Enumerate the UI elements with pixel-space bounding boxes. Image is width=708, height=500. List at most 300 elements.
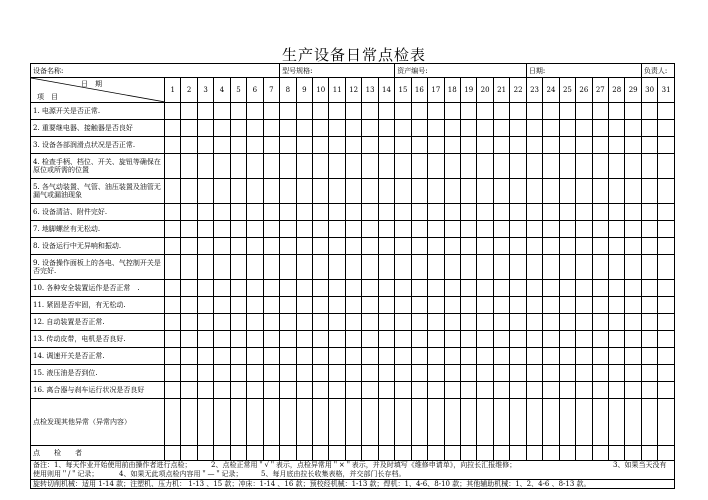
owner-field[interactable]: 负责人: bbox=[641, 64, 674, 78]
check-cell-day-13[interactable] bbox=[362, 179, 378, 204]
check-cell-day-20[interactable] bbox=[477, 399, 493, 446]
check-cell-day-15[interactable] bbox=[395, 446, 411, 461]
check-cell-day-2[interactable] bbox=[181, 103, 197, 120]
check-cell-day-5[interactable] bbox=[230, 154, 246, 179]
check-cell-day-31[interactable] bbox=[658, 365, 674, 382]
check-cell-day-20[interactable] bbox=[477, 446, 493, 461]
check-cell-day-25[interactable] bbox=[559, 297, 575, 314]
check-cell-day-3[interactable] bbox=[197, 365, 213, 382]
check-cell-day-12[interactable] bbox=[345, 399, 361, 446]
check-cell-day-7[interactable] bbox=[263, 399, 280, 446]
check-cell-day-13[interactable] bbox=[362, 238, 378, 255]
check-cell-day-11[interactable] bbox=[329, 399, 345, 446]
check-cell-day-31[interactable] bbox=[658, 238, 674, 255]
check-cell-day-8[interactable] bbox=[280, 255, 296, 280]
check-cell-day-29[interactable] bbox=[625, 297, 641, 314]
check-cell-day-8[interactable] bbox=[280, 314, 296, 331]
check-cell-day-26[interactable] bbox=[576, 399, 592, 446]
check-cell-day-23[interactable] bbox=[526, 382, 542, 399]
check-cell-day-7[interactable] bbox=[263, 382, 280, 399]
check-cell-day-18[interactable] bbox=[444, 382, 460, 399]
check-cell-day-12[interactable] bbox=[345, 154, 361, 179]
check-cell-day-26[interactable] bbox=[576, 221, 592, 238]
check-cell-day-12[interactable] bbox=[345, 204, 361, 221]
check-cell-day-6[interactable] bbox=[247, 446, 263, 461]
check-cell-day-1[interactable] bbox=[165, 314, 181, 331]
check-cell-day-6[interactable] bbox=[247, 154, 263, 179]
check-cell-day-4[interactable] bbox=[214, 103, 230, 120]
check-cell-day-29[interactable] bbox=[625, 103, 641, 120]
check-cell-day-23[interactable] bbox=[526, 204, 542, 221]
check-cell-day-18[interactable] bbox=[444, 280, 460, 297]
check-cell-day-28[interactable] bbox=[609, 137, 625, 154]
check-cell-day-14[interactable] bbox=[378, 204, 394, 221]
check-cell-day-30[interactable] bbox=[641, 382, 657, 399]
check-cell-day-10[interactable] bbox=[313, 280, 329, 297]
check-cell-day-13[interactable] bbox=[362, 154, 378, 179]
check-cell-day-29[interactable] bbox=[625, 154, 641, 179]
check-cell-day-1[interactable] bbox=[165, 365, 181, 382]
check-cell-day-23[interactable] bbox=[526, 446, 542, 461]
check-cell-day-17[interactable] bbox=[428, 297, 444, 314]
check-cell-day-25[interactable] bbox=[559, 446, 575, 461]
check-cell-day-21[interactable] bbox=[493, 137, 509, 154]
check-cell-day-28[interactable] bbox=[609, 382, 625, 399]
check-cell-day-5[interactable] bbox=[230, 314, 246, 331]
check-cell-day-26[interactable] bbox=[576, 154, 592, 179]
check-cell-day-13[interactable] bbox=[362, 382, 378, 399]
check-cell-day-9[interactable] bbox=[296, 280, 312, 297]
check-cell-day-25[interactable] bbox=[559, 348, 575, 365]
check-cell-day-27[interactable] bbox=[592, 280, 608, 297]
check-cell-day-14[interactable] bbox=[378, 255, 394, 280]
check-cell-day-27[interactable] bbox=[592, 204, 608, 221]
check-cell-day-20[interactable] bbox=[477, 154, 493, 179]
check-cell-day-29[interactable] bbox=[625, 280, 641, 297]
check-cell-day-27[interactable] bbox=[592, 382, 608, 399]
check-cell-day-22[interactable] bbox=[510, 204, 527, 221]
check-cell-day-10[interactable] bbox=[313, 179, 329, 204]
check-cell-day-30[interactable] bbox=[641, 348, 657, 365]
check-cell-day-21[interactable] bbox=[493, 382, 509, 399]
model-field[interactable]: 型号规格: bbox=[280, 64, 395, 78]
check-cell-day-24[interactable] bbox=[543, 314, 559, 331]
check-cell-day-7[interactable] bbox=[263, 297, 280, 314]
check-cell-day-13[interactable] bbox=[362, 314, 378, 331]
check-cell-day-24[interactable] bbox=[543, 120, 559, 137]
check-cell-day-26[interactable] bbox=[576, 204, 592, 221]
check-cell-day-1[interactable] bbox=[165, 297, 181, 314]
check-cell-day-22[interactable] bbox=[510, 154, 527, 179]
check-cell-day-21[interactable] bbox=[493, 204, 509, 221]
check-cell-day-16[interactable] bbox=[411, 255, 427, 280]
check-cell-day-24[interactable] bbox=[543, 103, 559, 120]
check-cell-day-10[interactable] bbox=[313, 297, 329, 314]
check-cell-day-14[interactable] bbox=[378, 314, 394, 331]
check-cell-day-14[interactable] bbox=[378, 382, 394, 399]
check-cell-day-10[interactable] bbox=[313, 120, 329, 137]
check-cell-day-9[interactable] bbox=[296, 103, 312, 120]
check-cell-day-20[interactable] bbox=[477, 365, 493, 382]
check-cell-day-30[interactable] bbox=[641, 204, 657, 221]
check-cell-day-11[interactable] bbox=[329, 154, 345, 179]
check-cell-day-2[interactable] bbox=[181, 446, 197, 461]
check-cell-day-27[interactable] bbox=[592, 120, 608, 137]
check-cell-day-6[interactable] bbox=[247, 204, 263, 221]
check-cell-day-10[interactable] bbox=[313, 221, 329, 238]
check-cell-day-2[interactable] bbox=[181, 137, 197, 154]
check-cell-day-26[interactable] bbox=[576, 365, 592, 382]
check-cell-day-7[interactable] bbox=[263, 348, 280, 365]
check-cell-day-3[interactable] bbox=[197, 120, 213, 137]
check-cell-day-15[interactable] bbox=[395, 137, 411, 154]
check-cell-day-10[interactable] bbox=[313, 204, 329, 221]
check-cell-day-23[interactable] bbox=[526, 314, 542, 331]
check-cell-day-3[interactable] bbox=[197, 331, 213, 348]
check-cell-day-29[interactable] bbox=[625, 120, 641, 137]
check-cell-day-10[interactable] bbox=[313, 399, 329, 446]
check-cell-day-9[interactable] bbox=[296, 399, 312, 446]
check-cell-day-18[interactable] bbox=[444, 255, 460, 280]
check-cell-day-11[interactable] bbox=[329, 297, 345, 314]
check-cell-day-28[interactable] bbox=[609, 154, 625, 179]
check-cell-day-17[interactable] bbox=[428, 280, 444, 297]
check-cell-day-6[interactable] bbox=[247, 365, 263, 382]
check-cell-day-25[interactable] bbox=[559, 238, 575, 255]
check-cell-day-7[interactable] bbox=[263, 314, 280, 331]
check-cell-day-17[interactable] bbox=[428, 179, 444, 204]
check-cell-day-24[interactable] bbox=[543, 382, 559, 399]
check-cell-day-16[interactable] bbox=[411, 120, 427, 137]
check-cell-day-4[interactable] bbox=[214, 314, 230, 331]
check-cell-day-20[interactable] bbox=[477, 238, 493, 255]
check-cell-day-12[interactable] bbox=[345, 179, 361, 204]
check-cell-day-11[interactable] bbox=[329, 382, 345, 399]
check-cell-day-16[interactable] bbox=[411, 399, 427, 446]
check-cell-day-27[interactable] bbox=[592, 137, 608, 154]
check-cell-day-15[interactable] bbox=[395, 255, 411, 280]
check-cell-day-6[interactable] bbox=[247, 103, 263, 120]
check-cell-day-20[interactable] bbox=[477, 297, 493, 314]
check-cell-day-1[interactable] bbox=[165, 204, 181, 221]
check-cell-day-10[interactable] bbox=[313, 382, 329, 399]
check-cell-day-31[interactable] bbox=[658, 154, 674, 179]
check-cell-day-5[interactable] bbox=[230, 204, 246, 221]
check-cell-day-21[interactable] bbox=[493, 331, 509, 348]
check-cell-day-5[interactable] bbox=[230, 280, 246, 297]
check-cell-day-7[interactable] bbox=[263, 255, 280, 280]
check-cell-day-19[interactable] bbox=[460, 179, 476, 204]
check-cell-day-9[interactable] bbox=[296, 314, 312, 331]
check-cell-day-26[interactable] bbox=[576, 120, 592, 137]
check-cell-day-31[interactable] bbox=[658, 103, 674, 120]
check-cell-day-21[interactable] bbox=[493, 446, 509, 461]
check-cell-day-18[interactable] bbox=[444, 137, 460, 154]
check-cell-day-20[interactable] bbox=[477, 280, 493, 297]
check-cell-day-17[interactable] bbox=[428, 137, 444, 154]
check-cell-day-5[interactable] bbox=[230, 120, 246, 137]
check-cell-day-31[interactable] bbox=[658, 348, 674, 365]
check-cell-day-9[interactable] bbox=[296, 365, 312, 382]
check-cell-day-1[interactable] bbox=[165, 154, 181, 179]
check-cell-day-28[interactable] bbox=[609, 365, 625, 382]
check-cell-day-5[interactable] bbox=[230, 331, 246, 348]
check-cell-day-15[interactable] bbox=[395, 120, 411, 137]
check-cell-day-2[interactable] bbox=[181, 365, 197, 382]
check-cell-day-11[interactable] bbox=[329, 314, 345, 331]
check-cell-day-5[interactable] bbox=[230, 446, 246, 461]
check-cell-day-7[interactable] bbox=[263, 137, 280, 154]
check-cell-day-21[interactable] bbox=[493, 179, 509, 204]
check-cell-day-7[interactable] bbox=[263, 221, 280, 238]
check-cell-day-20[interactable] bbox=[477, 221, 493, 238]
check-cell-day-27[interactable] bbox=[592, 255, 608, 280]
check-cell-day-30[interactable] bbox=[641, 331, 657, 348]
check-cell-day-3[interactable] bbox=[197, 382, 213, 399]
check-cell-day-2[interactable] bbox=[181, 204, 197, 221]
check-cell-day-26[interactable] bbox=[576, 348, 592, 365]
check-cell-day-8[interactable] bbox=[280, 280, 296, 297]
check-cell-day-3[interactable] bbox=[197, 280, 213, 297]
check-cell-day-6[interactable] bbox=[247, 348, 263, 365]
check-cell-day-9[interactable] bbox=[296, 120, 312, 137]
check-cell-day-20[interactable] bbox=[477, 331, 493, 348]
check-cell-day-4[interactable] bbox=[214, 446, 230, 461]
check-cell-day-14[interactable] bbox=[378, 221, 394, 238]
check-cell-day-3[interactable] bbox=[197, 204, 213, 221]
check-cell-day-29[interactable] bbox=[625, 137, 641, 154]
check-cell-day-10[interactable] bbox=[313, 348, 329, 365]
check-cell-day-25[interactable] bbox=[559, 280, 575, 297]
check-cell-day-21[interactable] bbox=[493, 120, 509, 137]
check-cell-day-4[interactable] bbox=[214, 120, 230, 137]
check-cell-day-3[interactable] bbox=[197, 221, 213, 238]
check-cell-day-27[interactable] bbox=[592, 179, 608, 204]
check-cell-day-28[interactable] bbox=[609, 446, 625, 461]
check-cell-day-28[interactable] bbox=[609, 238, 625, 255]
check-cell-day-25[interactable] bbox=[559, 331, 575, 348]
check-cell-day-28[interactable] bbox=[609, 204, 625, 221]
check-cell-day-2[interactable] bbox=[181, 221, 197, 238]
check-cell-day-8[interactable] bbox=[280, 120, 296, 137]
check-cell-day-19[interactable] bbox=[460, 204, 476, 221]
check-cell-day-19[interactable] bbox=[460, 382, 476, 399]
check-cell-day-4[interactable] bbox=[214, 297, 230, 314]
check-cell-day-26[interactable] bbox=[576, 103, 592, 120]
check-cell-day-18[interactable] bbox=[444, 365, 460, 382]
check-cell-day-13[interactable] bbox=[362, 204, 378, 221]
check-cell-day-17[interactable] bbox=[428, 255, 444, 280]
check-cell-day-23[interactable] bbox=[526, 221, 542, 238]
check-cell-day-8[interactable] bbox=[280, 179, 296, 204]
check-cell-day-24[interactable] bbox=[543, 331, 559, 348]
check-cell-day-31[interactable] bbox=[658, 221, 674, 238]
check-cell-day-6[interactable] bbox=[247, 120, 263, 137]
check-cell-day-13[interactable] bbox=[362, 255, 378, 280]
check-cell-day-25[interactable] bbox=[559, 221, 575, 238]
check-cell-day-18[interactable] bbox=[444, 221, 460, 238]
check-cell-day-6[interactable] bbox=[247, 221, 263, 238]
check-cell-day-18[interactable] bbox=[444, 204, 460, 221]
check-cell-day-30[interactable] bbox=[641, 297, 657, 314]
check-cell-day-31[interactable] bbox=[658, 331, 674, 348]
check-cell-day-7[interactable] bbox=[263, 446, 280, 461]
check-cell-day-20[interactable] bbox=[477, 255, 493, 280]
check-cell-day-12[interactable] bbox=[345, 446, 361, 461]
check-cell-day-9[interactable] bbox=[296, 297, 312, 314]
check-cell-day-27[interactable] bbox=[592, 314, 608, 331]
check-cell-day-14[interactable] bbox=[378, 399, 394, 446]
check-cell-day-28[interactable] bbox=[609, 331, 625, 348]
check-cell-day-31[interactable] bbox=[658, 399, 674, 446]
check-cell-day-19[interactable] bbox=[460, 297, 476, 314]
check-cell-day-22[interactable] bbox=[510, 238, 527, 255]
check-cell-day-13[interactable] bbox=[362, 297, 378, 314]
check-cell-day-20[interactable] bbox=[477, 137, 493, 154]
check-cell-day-1[interactable] bbox=[165, 238, 181, 255]
check-cell-day-25[interactable] bbox=[559, 255, 575, 280]
check-cell-day-10[interactable] bbox=[313, 238, 329, 255]
check-cell-day-16[interactable] bbox=[411, 297, 427, 314]
check-cell-day-28[interactable] bbox=[609, 103, 625, 120]
check-cell-day-16[interactable] bbox=[411, 154, 427, 179]
check-cell-day-8[interactable] bbox=[280, 331, 296, 348]
check-cell-day-4[interactable] bbox=[214, 280, 230, 297]
check-cell-day-14[interactable] bbox=[378, 280, 394, 297]
check-cell-day-5[interactable] bbox=[230, 179, 246, 204]
check-cell-day-9[interactable] bbox=[296, 204, 312, 221]
check-cell-day-29[interactable] bbox=[625, 399, 641, 446]
check-cell-day-23[interactable] bbox=[526, 365, 542, 382]
check-cell-day-30[interactable] bbox=[641, 280, 657, 297]
check-cell-day-21[interactable] bbox=[493, 238, 509, 255]
check-cell-day-1[interactable] bbox=[165, 348, 181, 365]
check-cell-day-14[interactable] bbox=[378, 120, 394, 137]
check-cell-day-14[interactable] bbox=[378, 179, 394, 204]
check-cell-day-15[interactable] bbox=[395, 348, 411, 365]
check-cell-day-23[interactable] bbox=[526, 331, 542, 348]
check-cell-day-8[interactable] bbox=[280, 137, 296, 154]
check-cell-day-23[interactable] bbox=[526, 179, 542, 204]
check-cell-day-16[interactable] bbox=[411, 179, 427, 204]
check-cell-day-8[interactable] bbox=[280, 399, 296, 446]
date-field[interactable]: 日期: bbox=[526, 64, 641, 78]
check-cell-day-29[interactable] bbox=[625, 331, 641, 348]
check-cell-day-12[interactable] bbox=[345, 137, 361, 154]
check-cell-day-2[interactable] bbox=[181, 280, 197, 297]
check-cell-day-28[interactable] bbox=[609, 399, 625, 446]
check-cell-day-30[interactable] bbox=[641, 365, 657, 382]
check-cell-day-19[interactable] bbox=[460, 120, 476, 137]
check-cell-day-18[interactable] bbox=[444, 120, 460, 137]
check-cell-day-20[interactable] bbox=[477, 382, 493, 399]
check-cell-day-10[interactable] bbox=[313, 331, 329, 348]
check-cell-day-8[interactable] bbox=[280, 238, 296, 255]
check-cell-day-28[interactable] bbox=[609, 280, 625, 297]
check-cell-day-5[interactable] bbox=[230, 137, 246, 154]
check-cell-day-16[interactable] bbox=[411, 348, 427, 365]
check-cell-day-11[interactable] bbox=[329, 365, 345, 382]
check-cell-day-4[interactable] bbox=[214, 154, 230, 179]
check-cell-day-15[interactable] bbox=[395, 365, 411, 382]
check-cell-day-12[interactable] bbox=[345, 348, 361, 365]
check-cell-day-30[interactable] bbox=[641, 446, 657, 461]
check-cell-day-22[interactable] bbox=[510, 314, 527, 331]
check-cell-day-13[interactable] bbox=[362, 399, 378, 446]
check-cell-day-17[interactable] bbox=[428, 120, 444, 137]
check-cell-day-4[interactable] bbox=[214, 331, 230, 348]
check-cell-day-13[interactable] bbox=[362, 446, 378, 461]
check-cell-day-6[interactable] bbox=[247, 179, 263, 204]
check-cell-day-11[interactable] bbox=[329, 331, 345, 348]
check-cell-day-22[interactable] bbox=[510, 331, 527, 348]
check-cell-day-23[interactable] bbox=[526, 280, 542, 297]
check-cell-day-12[interactable] bbox=[345, 297, 361, 314]
check-cell-day-3[interactable] bbox=[197, 238, 213, 255]
check-cell-day-7[interactable] bbox=[263, 365, 280, 382]
check-cell-day-11[interactable] bbox=[329, 137, 345, 154]
check-cell-day-11[interactable] bbox=[329, 221, 345, 238]
check-cell-day-3[interactable] bbox=[197, 137, 213, 154]
check-cell-day-19[interactable] bbox=[460, 238, 476, 255]
check-cell-day-24[interactable] bbox=[543, 297, 559, 314]
check-cell-day-6[interactable] bbox=[247, 255, 263, 280]
check-cell-day-17[interactable] bbox=[428, 382, 444, 399]
check-cell-day-18[interactable] bbox=[444, 179, 460, 204]
check-cell-day-26[interactable] bbox=[576, 382, 592, 399]
check-cell-day-22[interactable] bbox=[510, 221, 527, 238]
check-cell-day-18[interactable] bbox=[444, 238, 460, 255]
check-cell-day-28[interactable] bbox=[609, 255, 625, 280]
check-cell-day-29[interactable] bbox=[625, 446, 641, 461]
check-cell-day-18[interactable] bbox=[444, 103, 460, 120]
check-cell-day-31[interactable] bbox=[658, 137, 674, 154]
check-cell-day-23[interactable] bbox=[526, 154, 542, 179]
check-cell-day-18[interactable] bbox=[444, 348, 460, 365]
check-cell-day-24[interactable] bbox=[543, 204, 559, 221]
check-cell-day-12[interactable] bbox=[345, 365, 361, 382]
check-cell-day-30[interactable] bbox=[641, 137, 657, 154]
check-cell-day-27[interactable] bbox=[592, 297, 608, 314]
check-cell-day-20[interactable] bbox=[477, 103, 493, 120]
check-cell-day-19[interactable] bbox=[460, 137, 476, 154]
check-cell-day-13[interactable] bbox=[362, 348, 378, 365]
check-cell-day-28[interactable] bbox=[609, 179, 625, 204]
check-cell-day-26[interactable] bbox=[576, 446, 592, 461]
check-cell-day-6[interactable] bbox=[247, 280, 263, 297]
check-cell-day-3[interactable] bbox=[197, 255, 213, 280]
check-cell-day-31[interactable] bbox=[658, 446, 674, 461]
check-cell-day-10[interactable] bbox=[313, 137, 329, 154]
check-cell-day-25[interactable] bbox=[559, 154, 575, 179]
check-cell-day-4[interactable] bbox=[214, 382, 230, 399]
check-cell-day-9[interactable] bbox=[296, 238, 312, 255]
check-cell-day-29[interactable] bbox=[625, 314, 641, 331]
check-cell-day-29[interactable] bbox=[625, 238, 641, 255]
check-cell-day-7[interactable] bbox=[263, 103, 280, 120]
check-cell-day-21[interactable] bbox=[493, 255, 509, 280]
check-cell-day-16[interactable] bbox=[411, 238, 427, 255]
check-cell-day-4[interactable] bbox=[214, 221, 230, 238]
check-cell-day-3[interactable] bbox=[197, 179, 213, 204]
check-cell-day-5[interactable] bbox=[230, 255, 246, 280]
check-cell-day-19[interactable] bbox=[460, 154, 476, 179]
check-cell-day-3[interactable] bbox=[197, 154, 213, 179]
check-cell-day-28[interactable] bbox=[609, 314, 625, 331]
check-cell-day-12[interactable] bbox=[345, 120, 361, 137]
check-cell-day-13[interactable] bbox=[362, 103, 378, 120]
check-cell-day-23[interactable] bbox=[526, 103, 542, 120]
